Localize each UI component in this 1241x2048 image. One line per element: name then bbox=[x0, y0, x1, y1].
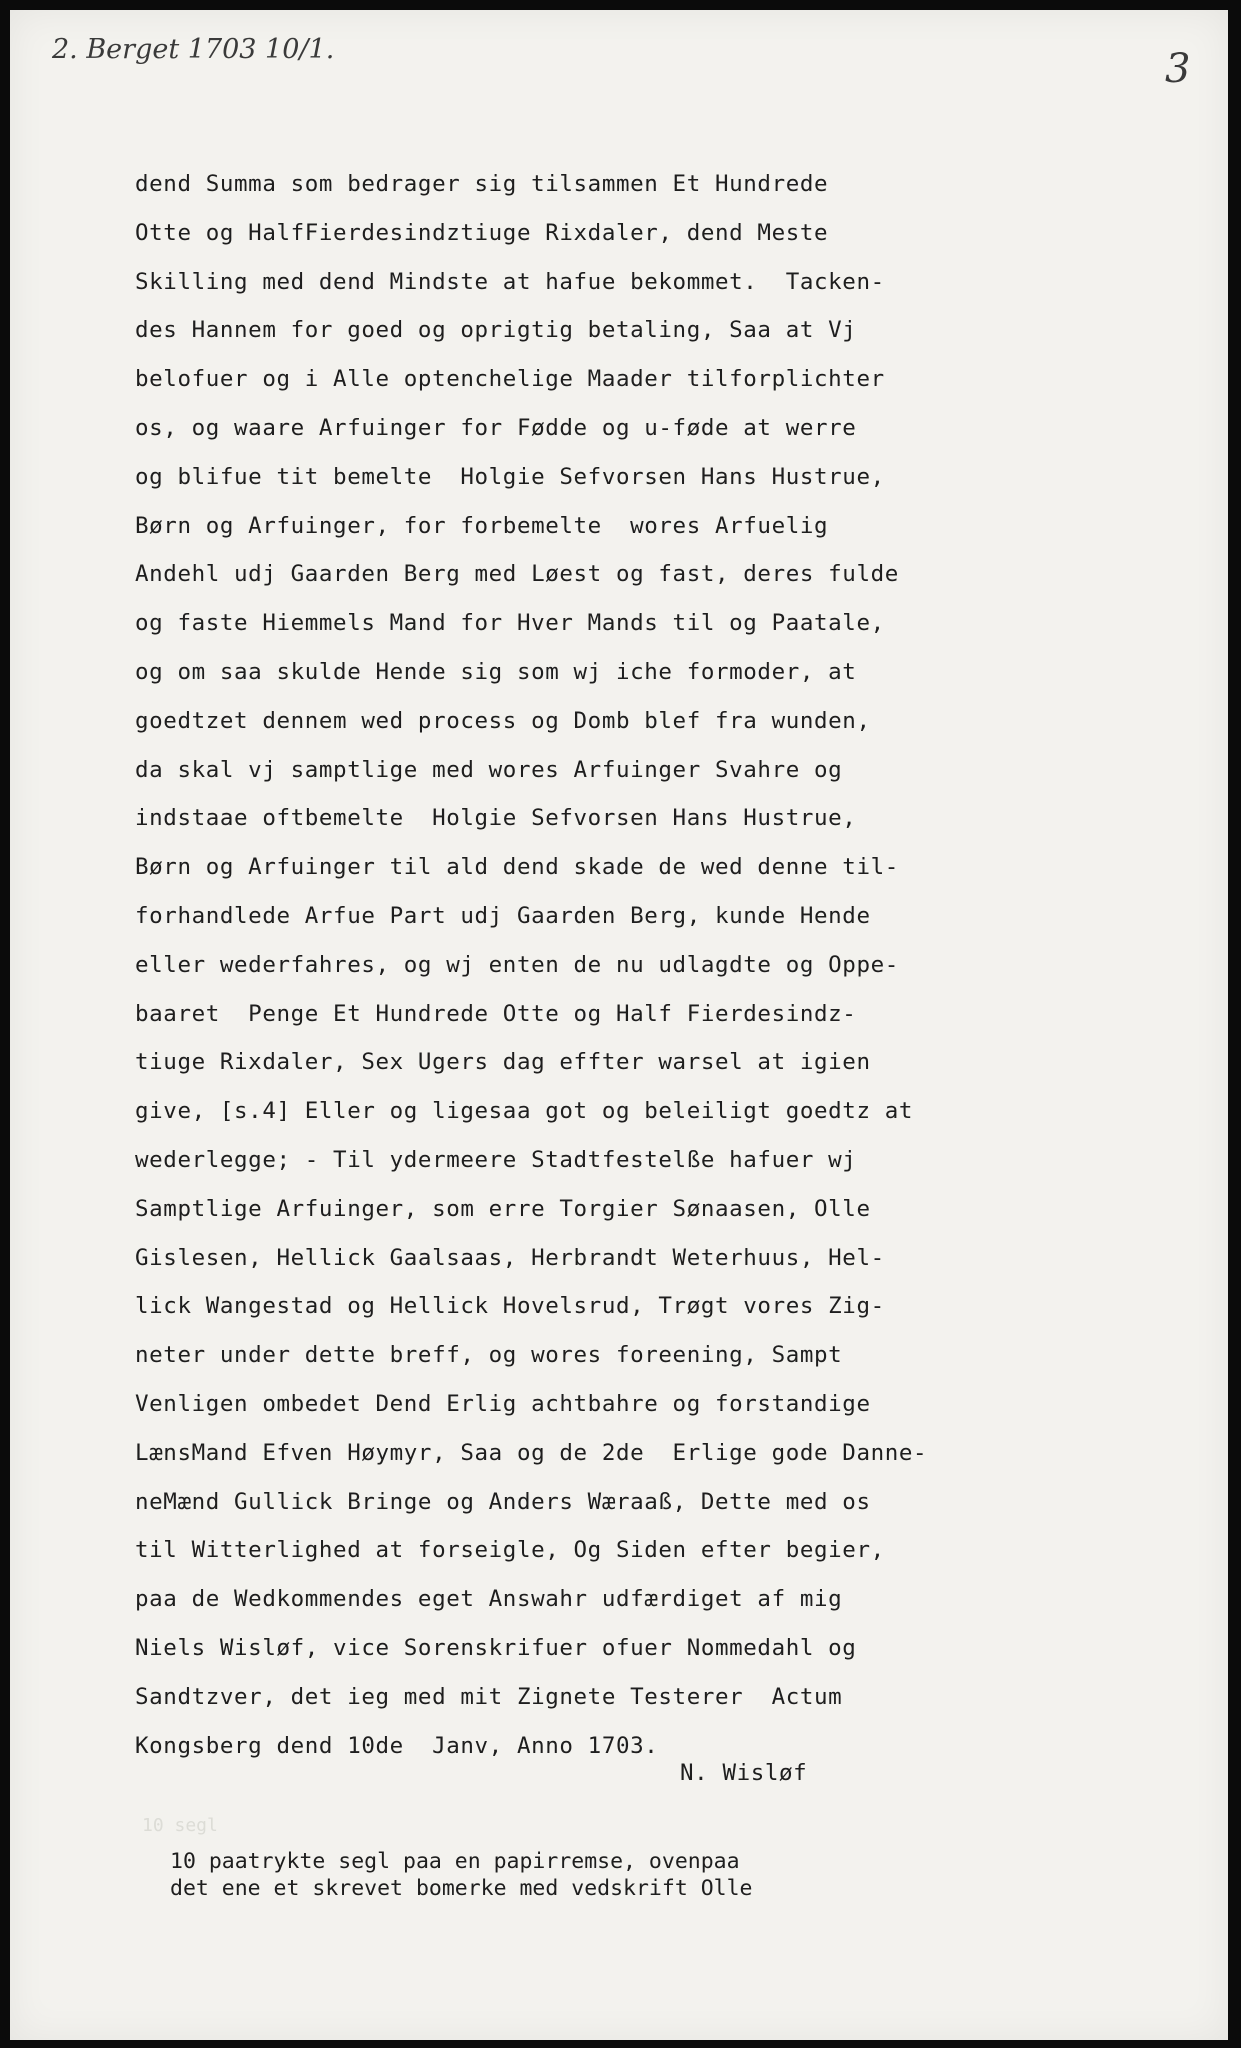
body-line: Niels Wisløf, vice Sorenskrifuer ofuer Nommedahl og bbox=[135, 1634, 857, 1661]
body-line: og blifue tit bemelte Holgie Sefvorsen Hans Hustrue, bbox=[135, 463, 885, 490]
body-line: os, og waare Arfuinger for Fødde og u-føde at werre bbox=[135, 414, 857, 441]
body-line: belofuer og i Alle optenchelige Maader tilforplichter bbox=[135, 366, 885, 393]
body-line: dend Summa som bedrager sig tilsammen Et Hundrede bbox=[135, 171, 829, 197]
signature-name: N. Wisløf bbox=[680, 1760, 808, 1786]
body-line: forhandlede Arfue Part udj Gaarden Berg, kunde Hende bbox=[135, 902, 871, 929]
body-line: give, [s.4] Eller og ligesaa got og beleiligt goedtz at bbox=[135, 1098, 914, 1125]
body-line: goedtzet dennem wed process og Domb blef fra wunden, bbox=[135, 707, 871, 734]
body-line: Gislesen, Hellick Gaalsaas, Herbrandt Weterhuus, Hel- bbox=[135, 1244, 885, 1271]
body-line: og om saa skulde Hende sig som wj iche formoder, at bbox=[135, 658, 857, 685]
body-line: Samptlige Arfuinger, som erre Torgier Sønaasen, Olle bbox=[135, 1195, 871, 1222]
body-line: LænsMand Efven Høymyr, Saa og de 2de Erlige gode Danne- bbox=[135, 1439, 928, 1466]
body-line: baaret Penge Et Hundrede Otte og Half Fierdesindz- bbox=[135, 1000, 857, 1027]
document-page bbox=[10, 10, 1228, 2040]
body-line: neter under dette breff, og wores foreening, Sampt bbox=[135, 1342, 843, 1369]
page-number: 3 bbox=[1165, 46, 1191, 92]
body-line: Venligen ombedet Dend Erlig achtbahre og forstandige bbox=[135, 1390, 871, 1417]
body-line: eller wederfahres, og wj enten de nu udlagdte og Oppe- bbox=[135, 951, 899, 978]
body-line: da skal vj samptlige med wores Arfuinger Svahre og bbox=[135, 756, 843, 783]
body-line: des Hannem for goed og oprigtig betaling, Saa at Vj bbox=[135, 317, 857, 344]
body-line: Børn og Arfuinger til ald dend skade de wed denne til- bbox=[135, 854, 899, 881]
body-line: indstaae oftbemelte Holgie Sefvorsen Hans Hustrue, bbox=[135, 805, 857, 832]
body-line: neMænd Gullick Bringe og Anders Wæraaß, Dette med os bbox=[135, 1488, 871, 1515]
body-line: og faste Hiemmels Mand for Hver Mands til og Paatale, bbox=[135, 610, 885, 637]
body-line: til Witterlighed at forseigle, Og Siden efter begier, bbox=[135, 1537, 885, 1564]
body-line: wederlegge; - Til ydermeere Stadtfestelße hafuer wj bbox=[135, 1146, 857, 1173]
faint-mark: 10 segl bbox=[142, 1815, 218, 1836]
body-line: tiuge Rixdaler, Sex Ugers dag effter warsel at igien bbox=[135, 1049, 871, 1076]
body-line: Otte og HalfFierdesindztiuge Rixdaler, dend Meste bbox=[135, 219, 829, 246]
body-line: Sandtzver, det ieg med mit Zignete Testerer Actum bbox=[135, 1683, 843, 1710]
body-line: lick Wangestad og Hellick Hovelsrud, Trøgt vores Zig- bbox=[135, 1293, 885, 1320]
document-body bbox=[135, 160, 1135, 1770]
body-line: Skilling med dend Mindste at hafue bekommet. Tacken- bbox=[135, 268, 885, 295]
footnote bbox=[170, 1848, 1070, 1902]
handwritten-header-note: 2. Berget 1703 10/1. bbox=[52, 34, 335, 65]
body-line: Børn og Arfuinger, for forbemelte wores Arfuelig bbox=[135, 512, 829, 539]
footnote-line: 10 paatrykte segl paa en papirremse, ovenpaa bbox=[170, 1849, 740, 1874]
body-line: Kongsberg dend 10de Janv, Anno 1703. bbox=[135, 1732, 659, 1759]
body-line: Andehl udj Gaarden Berg med Løest og fast, deres fulde bbox=[135, 561, 899, 588]
footnote-line: det ene et skrevet bomerke med vedskrift Olle bbox=[170, 1876, 753, 1901]
body-line: paa de Wedkommendes eget Answahr udfærdiget af mig bbox=[135, 1586, 843, 1613]
